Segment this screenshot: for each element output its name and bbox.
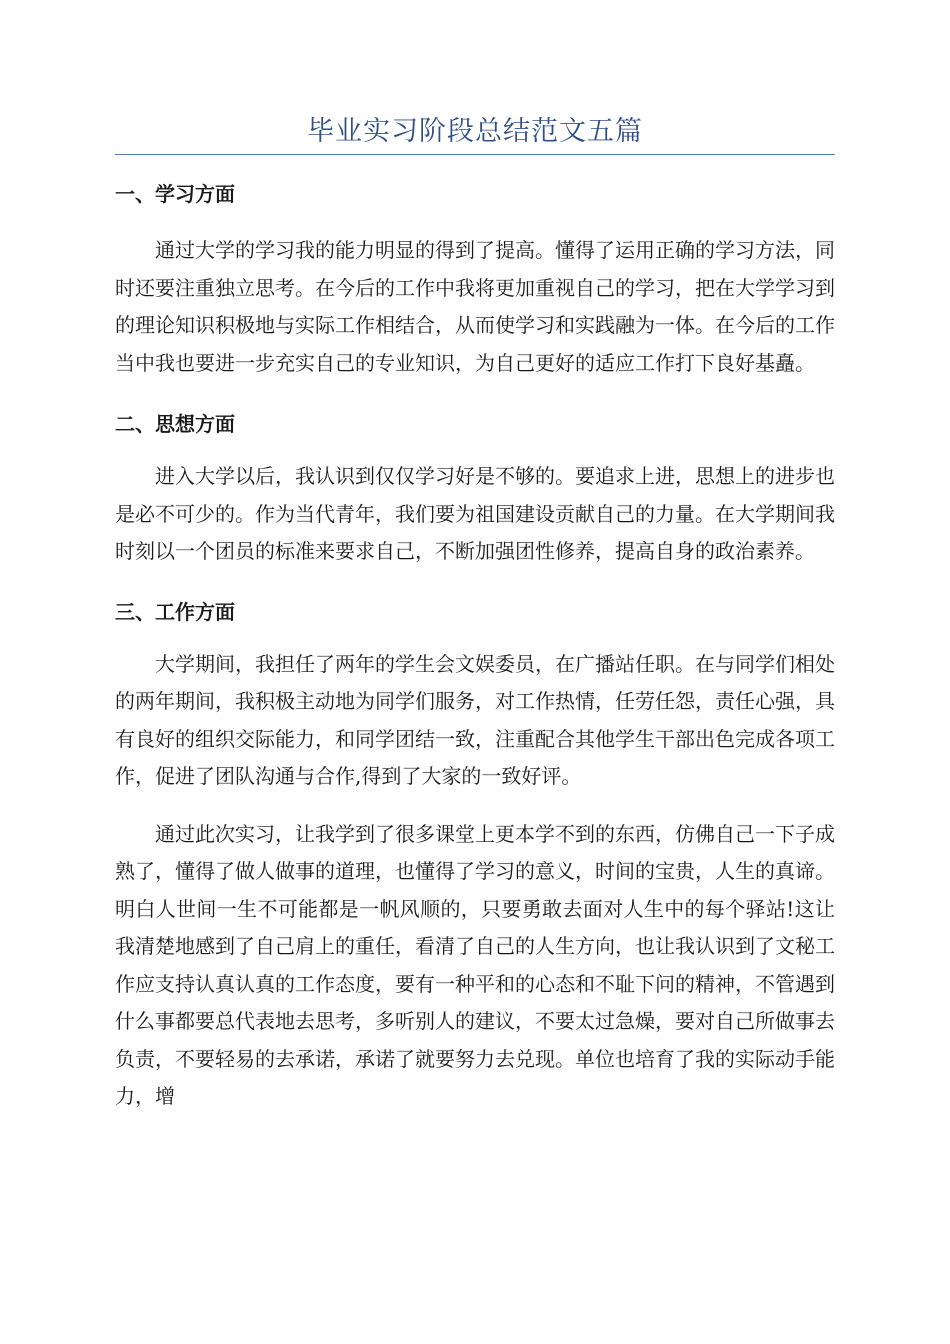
section-paragraph-work: 大学期间，我担任了两年的学生会文娱委员，在广播站任职。在与同学们相处的两年期间，我积极主动地为同学们服务，对工作热情，任劳任怨，责任心强，具有良好的组织交际能力，和同学团结一致，注重配合其他学生干部出色完成各项工作，促进了团队沟通与合作,得到了大家的一致好评。 <box>115 651 835 788</box>
document-title: 毕业实习阶段总结范文五篇 <box>307 116 643 147</box>
section-heading-work: 三、工作方面 <box>115 599 235 624</box>
section-paragraph-study: 通过大学的学习我的能力明显的得到了提高。懂得了运用正确的学习方法，同时还要注重独立思考。在今后的工作中我将更加重视自己的学习，把在大学学习到的理论知识积极地与实际工作相结合，从而使学习和实践融为一体。在今后的工作当中我也要进一步充实自己的专业知识，为自己更好的适应工作打下良好基矗。 <box>115 238 835 375</box>
title-underline <box>115 154 835 155</box>
section-paragraph-thought: 进入大学以后，我认识到仅仅学习好是不够的。要追求上进，思想上的进步也是必不可少的。作为当代青年，我们要为祖国建设贡献自己的力量。在大学期间我时刻以一个团员的标准来要求自己，不断加强团性修养，提高自身的政治素养。 <box>115 464 835 563</box>
section-heading-study: 一、学习方面 <box>115 182 235 206</box>
closing-paragraph: 通过此次实习，让我学到了很多课堂上更本学不到的东西，仿佛自己一下子成熟了，懂得了做人做事的道理，也懂得了学习的意义，时间的宝贵，人生的真谛。明白人世间一生不可能都是一帆风顺的，只要勇敢去面对人生中的每个驿站!这让我清楚地感到了自己肩上的重任，看清了自己的人生方向，也让我认识到了文秘工作应支持认真认真的工作态度，要有一种平和的心态和不耻下问的精神，不管遇到什么事都要总代表地去思考，多听别人的建议，不要太过急燥，要对自己所做事去负责，不要轻易的去承诺，承诺了就要努力去兑现。单位也培育了我的实际动手能力，增 <box>115 821 835 1108</box>
document-body <box>115 176 835 1116</box>
section-heading-thought: 二、思想方面 <box>115 412 235 436</box>
